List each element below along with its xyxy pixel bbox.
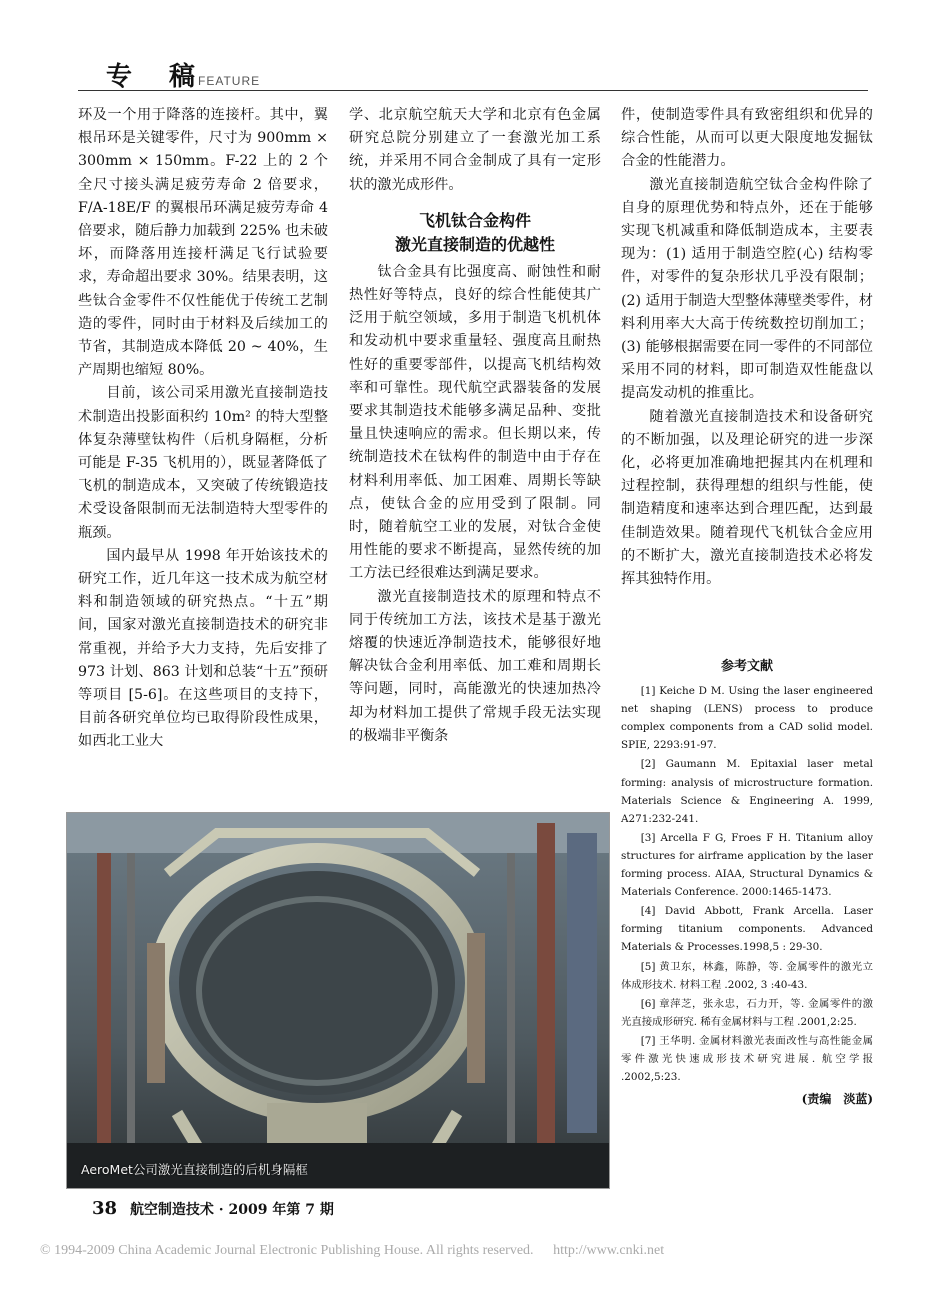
figure-caption: AeroMet公司激光直接制造的后机身隔框 [81, 1162, 308, 1177]
figure-photo [66, 812, 610, 1189]
section-title: 专 稿 [106, 62, 210, 92]
page-footer [92, 1198, 334, 1219]
reference-item: [6] 章萍芝，张永忠，石力开，等. 金属零件的激光直接成形研究. 稀有金属材料与工程 .2001,2:25. [621, 997, 873, 1028]
paragraph: 学、北京航空航天大学和北京有色金属研究总院分别建立了一套激光加工系统，并采用不同合金制成了具有一定形状的激光成形件。 [349, 107, 601, 193]
references [621, 658, 873, 1108]
feature-label: FEATURE [198, 74, 261, 88]
reference-item: [4] David Abbott, Frank Arcella. Laser forming titanium components. Advanced Materials & Processes.1998,5 : 29-30. [621, 905, 873, 954]
header-rule [78, 90, 868, 91]
paragraph: 激光直接制造航空钛合金构件除了自身的原理优势和特点外，还在于能够实现飞机减重和降低制造成本，主要表现为：(1) 适用于制造空腔(心) 结构零件，对零件的复杂形状几乎没有限制；(2) 适用于制造大型整体薄壁类零件，材料利用率大大高于传统数控切削加工；(3) 能够根据需要在同一零件的不同部位采用不同的材料，即可制造双性能盘以提高发动机的推重比。 [621, 176, 873, 402]
paragraph: 激光直接制造技术的原理和特点不同于传统加工方法，该技术是基于激光熔覆的快速近净制造技术，能够很好地解决钛合金利用率低、加工难和周期长等问题，同时，高能激光的快速加热冷却为材料加工提供了常规手段无法实现的极端非平衡条 [349, 588, 601, 744]
reference-item: [1] Keiche D M. Using the laser engineered net shaping (LENS) process to produce complex components from a CAD solid model. SPIE, 2293:91-97. [621, 685, 873, 752]
reference-item: [7] 王华明. 金属材料激光表面改性与高性能金属零件激光快速成形技术研究进展. 航空学报 .2002,5:23. [621, 1034, 873, 1084]
journal-name: 航空制造技术 · 2009 年第 7 期 [129, 1202, 334, 1218]
page-header [78, 56, 878, 96]
column-3 [621, 104, 873, 591]
page-number: 38 [92, 1198, 118, 1219]
references-title: 参考文献 [720, 659, 773, 674]
reference-item: [5] 黄卫东，林鑫，陈静，等. 金属零件的激光立体成形技术. 材料工程 .2002, 3 :40-43. [621, 960, 873, 991]
paragraph: 钛合金具有比强度高、耐蚀性和耐热性好等特点，良好的综合性能使其广泛用于航空领域，多用于制造飞机机体和发动机中要求重量轻、强度高且耐热性好的重要零部件，以提高飞机结构效率和可靠性。现代航空武器装备的发展要求其制造技术能够多满足品种、变批量且快速响应的需求。但长期以来，传统制造技术在钛构件的制造中由于存在材料利用率低、加工困难、周期长等缺点，使钛合金的应用受到了限制。同时，随着航空工业的发展，对钛合金使用性能的要求不断提高，显然传统的加工方法已经很难达到满足要求。 [349, 263, 601, 582]
copyright-line [40, 1243, 680, 1259]
copyright-text: © 1994-2009 China Academic Journal Electronic Publishing House. All rights reserved. [40, 1243, 534, 1258]
paragraph: 件，使制造零件具有致密组织和优异的综合性能，从而可以更大限度地发掘钛合金的性能潜力。 [621, 107, 873, 170]
column-1 [78, 104, 328, 754]
editor-note: (责编 淡蓝) [801, 1092, 873, 1107]
paragraph: 国内最早从 1998 年开始该技术的研究工作，近几年这一技术成为航空材料和制造领域的研究热点。“十五”期间，国家对激光直接制造技术的研究非常重视，并给予大力支持，先后安排了 973 计划、863 计划和总装“十五”预研等项目 [5-6]。在这些项目的支持下，目前各研究单位均已取得阶段性成果，如西北工业大 [78, 547, 328, 750]
section-heading-line-1: 飞机钛合金构件 [418, 210, 531, 230]
paragraph: 目前，该公司采用激光直接制造技术制造出投影面积约 10m² 的特大型整体复杂薄壁钛构件（后机身隔框，分析可能是 F-35 飞机用的），既显著降低了飞机的制造成本，又突破了传统锻造技术受设备限制而无法制造特大型零件的瓶颈。 [78, 385, 328, 541]
reference-item: [3] Arcella F G, Froes F H. Titanium alloy structures for airframe application by the laser forming process. AIAA, Structural Dynamics & Materials Conference. 2000:1465-1473. [621, 831, 873, 899]
cnki-link[interactable]: http://www.cnki.net [553, 1243, 665, 1258]
section-heading [349, 209, 601, 257]
reference-item: [2] Gaumann M. Epitaxial laser metal forming: analysis of microstructure formation. Materials Science & Engineering A. 1999, A271:232-241. [621, 758, 873, 825]
paragraph: 环及一个用于降落的连接杆。其中，翼根吊环是关键零件，尺寸为 900mm × 300mm × 150mm。F-22 上的 2 个全尺寸接头满足疲劳寿命 2 倍要求，F/A-18E/F 的翼根吊环满足疲劳寿命 4 倍要求，随后静力加载到 225% 也未破坏，而降落用连接杆满足飞行试验要求，寿命超出要求 30%。结果表明，这些钛合金零件不仅性能优于传统工艺制造的零件，同时由于材料及后续加工的节省，其制造成本降低 20 ~ 40%，生产周期也缩短 80%。 [78, 107, 328, 379]
paragraph: 随着激光直接制造技术和设备研究的不断加强，以及理论研究的进一步深化，必将更加准确地把握其内在机理和过程控制，获得理想的组织与性能，使制造精度和速率达到合理匹配，达到最佳制造效果。随着现代飞机钛合金应用的不断扩大，激光直接制造技术必将发挥其独特作用。 [621, 408, 873, 588]
photo-illustration [67, 813, 609, 1188]
column-2 [349, 104, 601, 748]
section-heading-line-2: 激光直接制造的优越性 [394, 234, 555, 254]
